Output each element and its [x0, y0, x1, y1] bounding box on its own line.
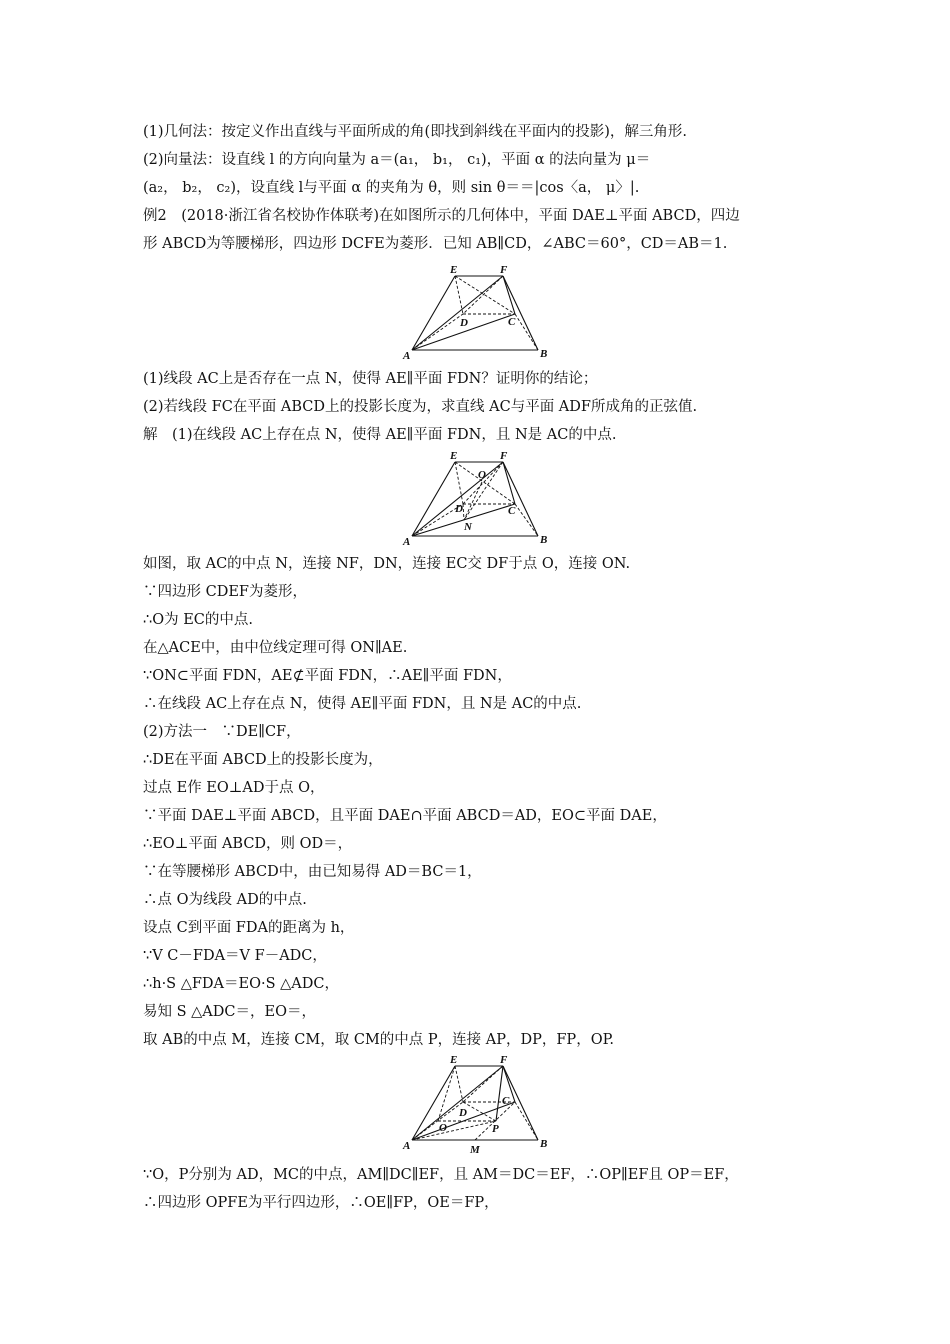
fig1-label-D: D	[460, 317, 468, 329]
fig3-label-P: P	[492, 1123, 499, 1135]
text-line-part2-7: ∴点 O为线段 AD的中点.	[143, 892, 307, 908]
text-line-part2-12: 取 AB的中点 M，连接 CM，取 CM的中点 P，连接 AP，DP，FP，OP.	[143, 1032, 615, 1048]
figure-solid-2	[400, 448, 560, 548]
fig3-label-C: C	[502, 1095, 510, 1107]
text-line-proof-5: ∵ON⊂平面 FDN，AE⊄平面 FDN，∴AE∥平面 FDN，	[143, 668, 512, 684]
text-line-method-vector: (2)向量法：设直线 l 的方向向量为 a＝(a₁， b₁， c₁)，平面 α 的法向量为 μ＝	[143, 152, 651, 168]
text-line-final-1: ∵O，P分别为 AD，MC的中点，AM∥DC∥EF，且 AM＝DC＝EF，∴OP∥EF且 OP＝EF，	[143, 1167, 739, 1183]
fig2-label-F: F	[500, 450, 508, 462]
figure-solid-3	[400, 1052, 560, 1160]
text-line-part2-9: ∵V C－FDA＝V F－ADC，	[143, 948, 327, 964]
fig1-label-E: E	[450, 264, 458, 276]
fig2-label-A: A	[403, 536, 411, 548]
text-line-method-geometry: (1)几何法：按定义作出直线与平面所成的角(即找到斜线在平面内的投影)，解三角形.	[143, 124, 687, 140]
fig1-label-A: A	[403, 350, 411, 362]
figure-solid-1	[400, 262, 560, 362]
fig3-label-A: A	[403, 1140, 411, 1152]
fig2-label-C: C	[508, 505, 516, 517]
text-line-proof-3: ∴O为 EC的中点.	[143, 612, 254, 628]
text-line-part2-10: ∴h·S △FDA＝EO·S △ADC，	[143, 976, 339, 992]
fig3-label-M: M	[470, 1144, 480, 1156]
fig2-label-O: O	[478, 469, 486, 481]
fig3-label-D: D	[459, 1107, 467, 1119]
text-line-question-2: (2)若线段 FC在平面 ABCD上的投影长度为，求直线 AC与平面 ADF所成角的正弦值.	[143, 399, 698, 415]
fig2-label-E: E	[450, 450, 458, 462]
text-line-example-title: 例2 (2018·浙江省名校协作体联考)在如图所示的几何体中，平面 DAE⊥平面 ABCD，四边	[143, 208, 740, 224]
fig3-label-B: B	[540, 1138, 548, 1150]
fig3-label-E: E	[450, 1054, 458, 1066]
fig3-label-O: O	[439, 1122, 447, 1134]
fig1-label-C: C	[508, 316, 516, 328]
text-line-part2-1: (2)方法一 ∵DE∥CF，	[143, 724, 301, 740]
fig2-label-D: D	[455, 503, 463, 515]
fig3-label-F: F	[500, 1054, 508, 1066]
text-line-solution-1: 解 (1)在线段 AC上存在点 N，使得 AE∥平面 FDN，且 N是 AC的中点.	[143, 427, 617, 443]
text-line-proof-2: ∵四边形 CDEF为菱形，	[143, 584, 307, 600]
text-line-part2-11: 易知 S △ADC＝，EO＝，	[143, 1004, 316, 1020]
fig2-label-B: B	[540, 534, 548, 546]
fig2-label-N: N	[464, 521, 472, 533]
text-line-proof-6: ∴在线段 AC上存在点 N，使得 AE∥平面 FDN，且 N是 AC的中点.	[143, 696, 582, 712]
text-line-final-2: ∴四边形 OPFE为平行四边形，∴OE∥FP，OE＝FP，	[143, 1195, 499, 1211]
text-line-part2-2: ∴DE在平面 ABCD上的投影长度为，	[143, 752, 383, 768]
fig1-label-F: F	[500, 264, 508, 276]
text-line-part2-6: ∵在等腰梯形 ABCD中，由已知易得 AD＝BC＝1，	[143, 864, 482, 880]
text-line-part2-4: ∵平面 DAE⊥平面 ABCD，且平面 DAE∩平面 ABCD＝AD，EO⊂平面 DAE，	[143, 808, 667, 824]
text-line-part2-5: ∴EO⊥平面 ABCD，则 OD＝，	[143, 836, 353, 852]
fig1-label-B: B	[540, 348, 548, 360]
text-line-question-1: (1)线段 AC上是否存在一点 N，使得 AE∥平面 FDN？证明你的结论；	[143, 371, 598, 387]
text-line-part2-8: 设点 C到平面 FDA的距离为 h，	[143, 920, 355, 936]
text-line-example-cont: 形 ABCD为等腰梯形，四边形 DCFE为菱形．已知 AB∥CD，∠ABC＝60°，CD＝AB＝1.	[143, 236, 728, 252]
text-line-method-vector-cont: (a₂， b₂， c₂)，设直线 l与平面 α 的夹角为 θ，则 sin θ＝＝|cos〈a， μ〉|.	[143, 180, 640, 196]
text-line-proof-1: 如图，取 AC的中点 N，连接 NF，DN，连接 EC交 DF于点 O，连接 ON.	[143, 556, 631, 572]
text-line-proof-4: 在△ACE中，由中位线定理可得 ON∥AE.	[143, 640, 408, 656]
text-line-part2-3: 过点 E作 EO⊥AD于点 O，	[143, 780, 325, 796]
